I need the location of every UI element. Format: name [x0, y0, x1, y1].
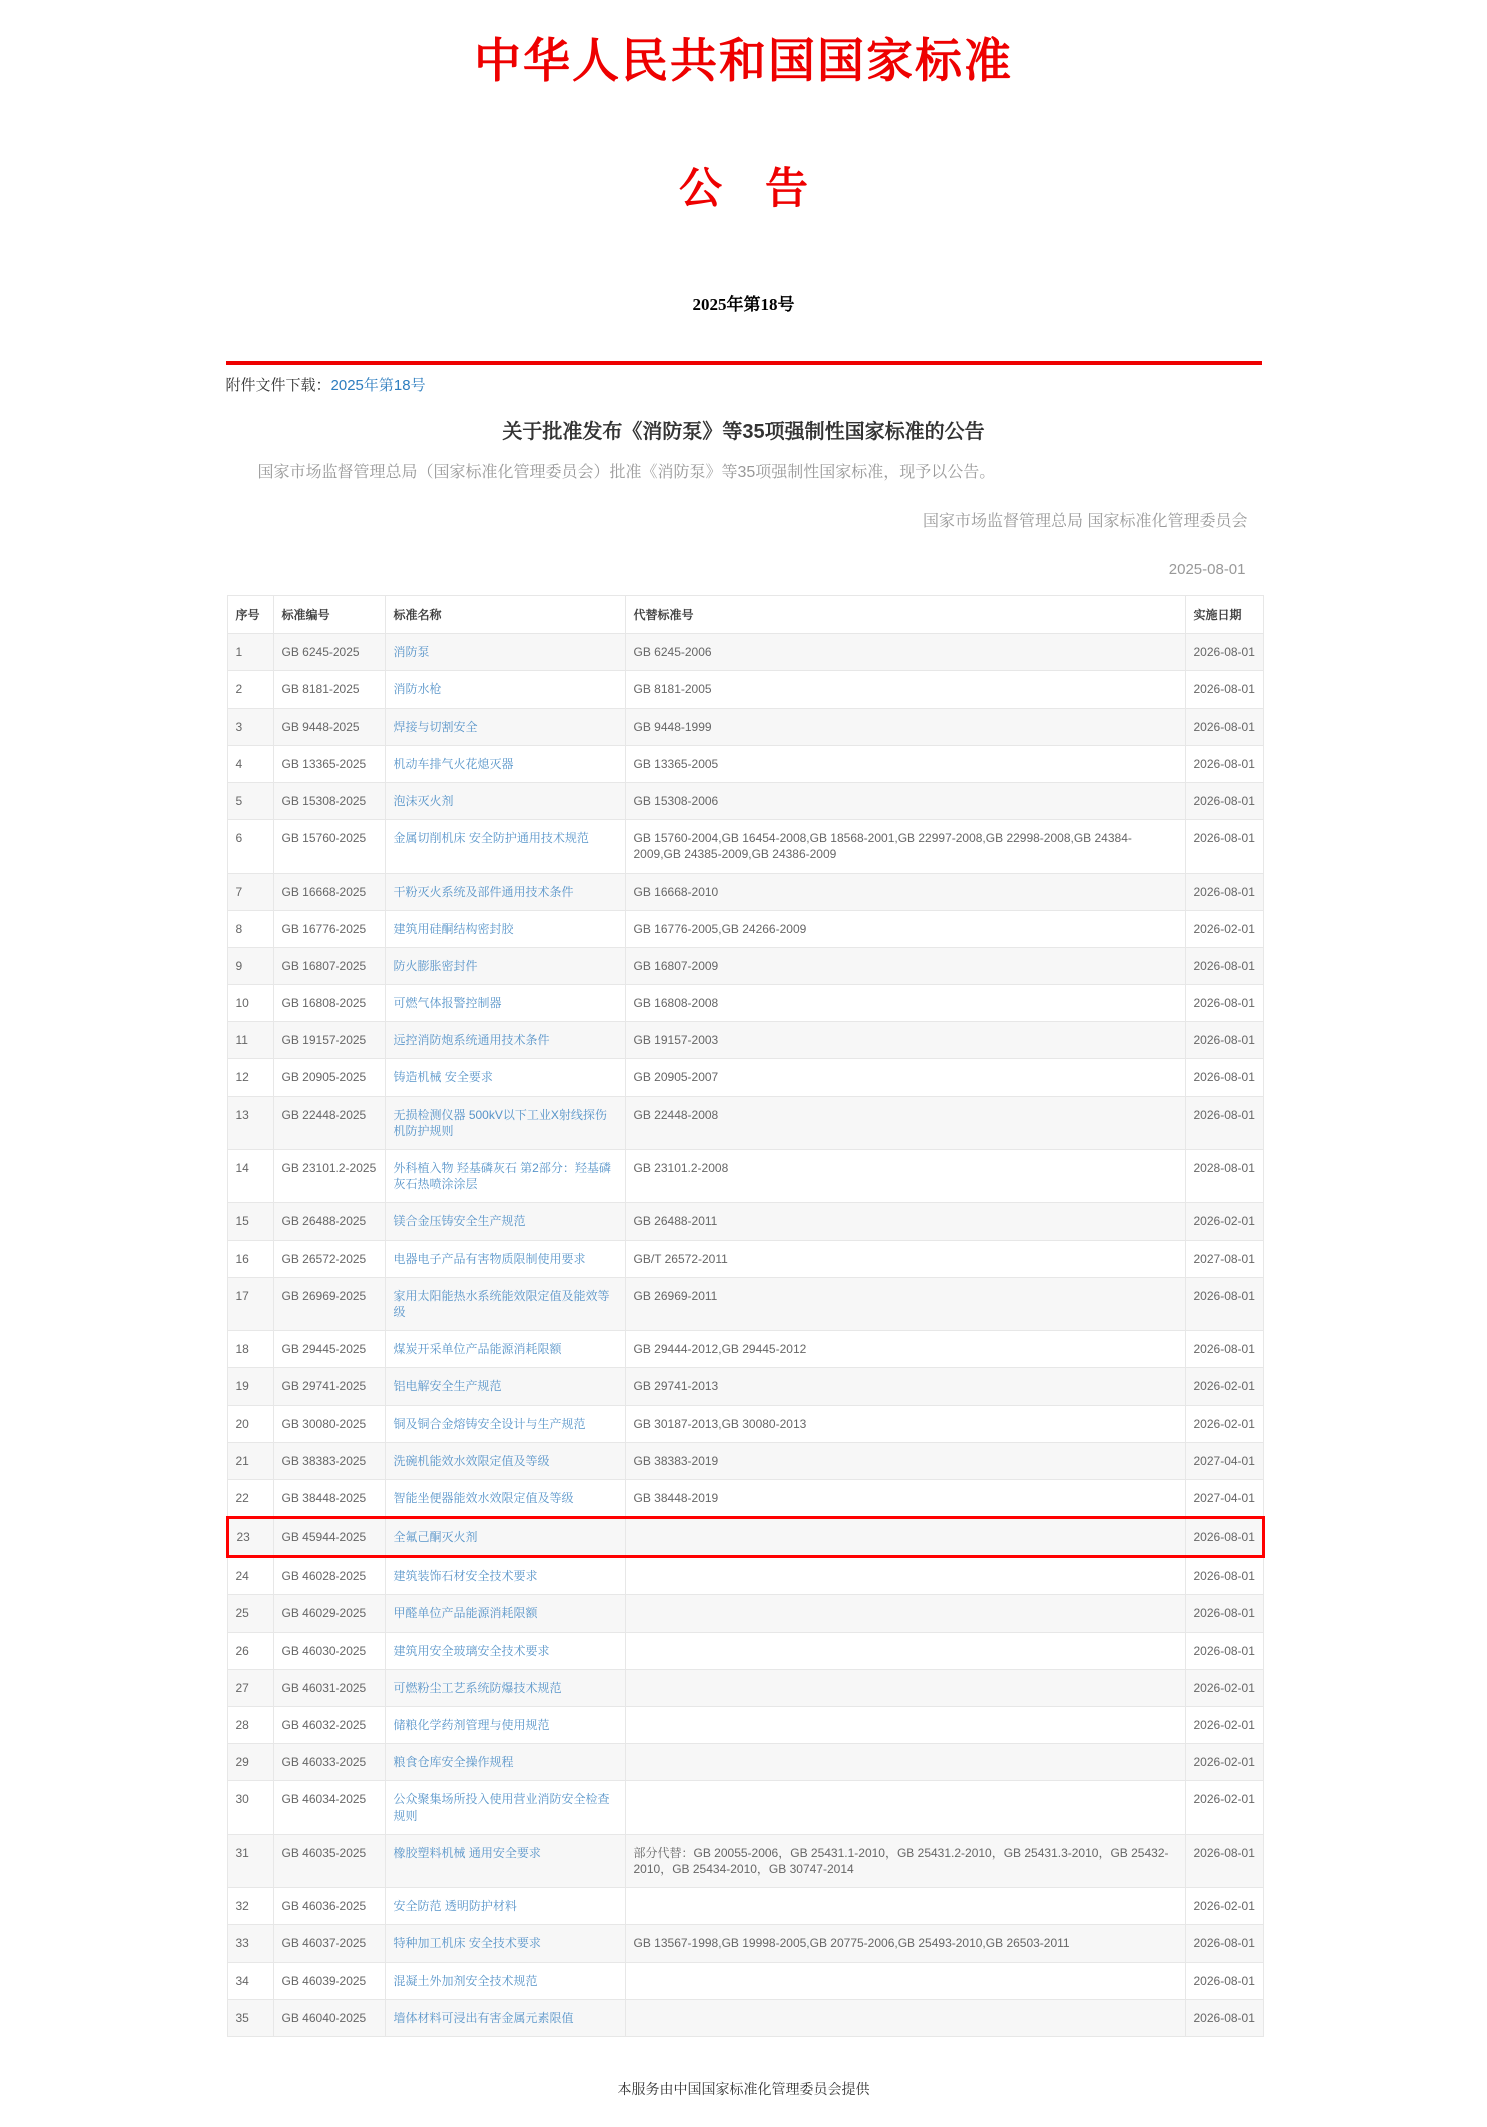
table-row: [227, 634, 1263, 671]
table-row: [227, 708, 1263, 745]
cell-code: GB 29445-2025: [273, 1331, 385, 1368]
cell-name: [385, 1022, 625, 1059]
table-header-row: [227, 596, 1263, 634]
cell-seq: 30: [227, 1781, 273, 1834]
cell-name: [385, 1669, 625, 1706]
standard-name-link[interactable]: 建筑用安全玻璃安全技术要求: [393, 1643, 550, 1658]
cell-date: 2028-08-01: [1185, 1150, 1263, 1203]
cell-date: 2026-08-01: [1185, 1331, 1263, 1368]
cell-name: [385, 1557, 625, 1595]
cell-replaces: GB 26969-2011: [625, 1277, 1185, 1330]
cell-name: [385, 1405, 625, 1442]
table-row: [227, 1707, 1263, 1744]
cell-replaces: GB 9448-1999: [625, 708, 1185, 745]
cell-name: [385, 1744, 625, 1781]
cell-code: GB 46036-2025: [273, 1888, 385, 1925]
standard-name-link[interactable]: 干粉灭火系统及部件通用技术条件: [393, 884, 574, 899]
page-subtitle: 公 告: [679, 166, 808, 213]
standard-name-link[interactable]: 机动车排气火花熄灭器: [393, 756, 514, 771]
cell-code: GB 22448-2025: [273, 1096, 385, 1149]
cell-replaces: [625, 1999, 1185, 2036]
standard-name-link[interactable]: 铜及铜合金熔铸安全设计与生产规范: [393, 1416, 586, 1431]
cell-date: 2026-02-01: [1185, 1781, 1263, 1834]
standard-name-link[interactable]: 特种加工机床 安全技术要求: [393, 1936, 541, 1951]
cell-code: GB 26969-2025: [273, 1277, 385, 1330]
cell-code: GB 15760-2025: [273, 820, 385, 873]
standard-name-link[interactable]: 全氟己酮灭火剂: [393, 1530, 478, 1545]
cell-seq: 25: [227, 1595, 273, 1632]
cell-seq: 1: [227, 634, 273, 671]
table-row: [227, 1096, 1263, 1149]
cell-name: [385, 1368, 625, 1405]
cell-name: [385, 1240, 625, 1277]
cell-date: 2026-08-01: [1185, 671, 1263, 708]
standard-name-link[interactable]: 粮食仓库安全操作规程: [393, 1755, 514, 1770]
standard-name-link[interactable]: 储粮化学药剂管理与使用规范: [393, 1718, 550, 1732]
cell-replaces: [625, 1744, 1185, 1781]
cell-seq: 32: [227, 1888, 273, 1925]
standard-name-link[interactable]: 煤炭开采单位产品能源消耗限额: [393, 1342, 562, 1357]
cell-name: [385, 1999, 625, 2036]
cell-code: GB 46033-2025: [273, 1744, 385, 1781]
cell-replaces: [625, 1888, 1185, 1925]
table-row: [227, 1442, 1263, 1479]
cell-date: 2026-02-01: [1185, 1888, 1263, 1925]
table-row: [227, 1405, 1263, 1442]
cell-date: 2026-08-01: [1185, 1059, 1263, 1096]
cell-name: [385, 1479, 625, 1517]
cell-seq: 17: [227, 1277, 273, 1330]
cell-date: 2026-08-01: [1185, 1595, 1263, 1632]
cell-name: [385, 1707, 625, 1744]
cell-date: 2026-02-01: [1185, 1744, 1263, 1781]
cell-seq: 2: [227, 671, 273, 708]
cell-seq: 14: [227, 1150, 273, 1203]
standard-name-link[interactable]: 远控消防炮系统通用技术条件: [393, 1033, 550, 1048]
cell-date: 2026-08-01: [1185, 1925, 1263, 1962]
cell-name: [385, 1834, 625, 1887]
table-row: [227, 1595, 1263, 1632]
cell-date: 2026-08-01: [1185, 985, 1263, 1022]
page-title: 中华人民共和国国家标准: [474, 36, 1013, 88]
table-row: [227, 1240, 1263, 1277]
standard-name-link[interactable]: 洗碗机能效水效限定值及等级: [393, 1453, 550, 1468]
cell-seq: 15: [227, 1203, 273, 1240]
standard-name-link[interactable]: 墙体材料可浸出有害金属元素限值: [393, 2010, 574, 2025]
cell-replaces: GB 6245-2006: [625, 634, 1185, 671]
header-name: 标准名称: [385, 596, 625, 634]
cell-seq: 8: [227, 910, 273, 947]
cell-seq: 16: [227, 1240, 273, 1277]
cell-name: [385, 1962, 625, 1999]
cell-date: 2026-02-01: [1185, 1405, 1263, 1442]
standard-name-link[interactable]: 消防水枪: [393, 682, 442, 697]
cell-seq: 19: [227, 1368, 273, 1405]
standard-name-link[interactable]: 建筑用硅酮结构密封胶: [393, 921, 514, 936]
cell-seq: 13: [227, 1096, 273, 1149]
signature-line: 国家市场监督管理总局 国家标准化管理委员会: [923, 513, 1248, 531]
cell-code: GB 16776-2025: [273, 910, 385, 947]
standard-name-link[interactable]: 橡胶塑料机械 通用安全要求: [393, 1845, 541, 1860]
standard-name-link[interactable]: 可燃气体报警控制器: [393, 996, 502, 1011]
standard-name-link[interactable]: 电器电子产品有害物质限制使用要求: [393, 1251, 586, 1266]
cell-replaces: GB 23101.2-2008: [625, 1150, 1185, 1203]
cell-name: [385, 1925, 625, 1962]
cell-code: GB 29741-2025: [273, 1368, 385, 1405]
cell-date: 2026-08-01: [1185, 1096, 1263, 1149]
cell-replaces: GB 38383-2019: [625, 1442, 1185, 1479]
cell-seq: 3: [227, 708, 273, 745]
cell-replaces: GB 13365-2005: [625, 745, 1185, 782]
cell-code: GB 46032-2025: [273, 1707, 385, 1744]
cell-name: [385, 947, 625, 984]
cell-name: [385, 671, 625, 708]
announcement-title: 关于批准发布《消防泵》等35项强制性国家标准的公告: [502, 421, 985, 443]
table-row: [227, 1925, 1263, 1962]
cell-name: [385, 1150, 625, 1203]
cell-name: [385, 910, 625, 947]
table-row: [227, 1331, 1263, 1368]
cell-date: 2026-08-01: [1185, 1999, 1263, 2036]
cell-seq: 10: [227, 985, 273, 1022]
standards-table: [226, 595, 1265, 2037]
cell-seq: 11: [227, 1022, 273, 1059]
cell-code: GB 16808-2025: [273, 985, 385, 1022]
table-row: [227, 745, 1263, 782]
standard-name-link[interactable]: 外科植入物 羟基磷灰石 第2部分：羟基磷灰石热喷涂涂层: [393, 1161, 611, 1192]
table-row: [227, 1632, 1263, 1669]
cell-date: 2026-08-01: [1185, 1518, 1263, 1557]
cell-date: 2026-08-01: [1185, 1557, 1263, 1595]
cell-code: GB 26572-2025: [273, 1240, 385, 1277]
cell-code: GB 16807-2025: [273, 947, 385, 984]
header-replaces: 代替标准号: [625, 596, 1185, 634]
table-row: [227, 1888, 1263, 1925]
cell-code: GB 16668-2025: [273, 873, 385, 910]
cell-seq: 7: [227, 873, 273, 910]
cell-name: [385, 1781, 625, 1834]
cell-name: [385, 985, 625, 1022]
cell-date: 2026-08-01: [1185, 708, 1263, 745]
cell-seq: 21: [227, 1442, 273, 1479]
cell-code: GB 9448-2025: [273, 708, 385, 745]
cell-seq: 29: [227, 1744, 273, 1781]
cell-seq: 26: [227, 1632, 273, 1669]
cell-date: 2026-08-01: [1185, 820, 1263, 873]
standards-table-head: [227, 596, 1263, 634]
cell-date: 2026-02-01: [1185, 910, 1263, 947]
cell-name: [385, 1059, 625, 1096]
table-row: [227, 1368, 1263, 1405]
cell-code: GB 8181-2025: [273, 671, 385, 708]
cell-replaces: [625, 1518, 1185, 1557]
table-row: [227, 1669, 1263, 1706]
cell-replaces: GB/T 26572-2011: [625, 1240, 1185, 1277]
standard-name-link[interactable]: 泡沫灭火剂: [393, 793, 454, 808]
header-seq: 序号: [227, 596, 273, 634]
cell-replaces: GB 19157-2003: [625, 1022, 1185, 1059]
cell-code: GB 20905-2025: [273, 1059, 385, 1096]
standard-name-link[interactable]: 混凝土外加剂安全技术规范: [393, 1973, 538, 1988]
cell-date: 2026-08-01: [1185, 873, 1263, 910]
cell-replaces: GB 16808-2008: [625, 985, 1185, 1022]
table-row: [227, 910, 1263, 947]
cell-date: 2026-08-01: [1185, 782, 1263, 819]
cell-replaces: [625, 1557, 1185, 1595]
cell-replaces: GB 15760-2004,GB 16454-2008,GB 18568-2001,GB 22997-2008,GB 22998-2008,GB 24384-2009,GB 24385-2009,GB 24386-2009: [625, 820, 1185, 873]
signature-date: 2025-08-01: [1168, 561, 1246, 579]
cell-code: GB 46028-2025: [273, 1557, 385, 1595]
cell-seq: 23: [227, 1518, 273, 1557]
cell-code: GB 46039-2025: [273, 1962, 385, 1999]
cell-date: 2026-02-01: [1185, 1707, 1263, 1744]
cell-replaces: GB 29444-2012,GB 29445-2012: [625, 1331, 1185, 1368]
table-row: [227, 1962, 1263, 1999]
cell-seq: 5: [227, 782, 273, 819]
cell-code: GB 46030-2025: [273, 1632, 385, 1669]
cell-date: 2026-08-01: [1185, 1632, 1263, 1669]
cell-replaces: GB 38448-2019: [625, 1479, 1185, 1517]
cell-code: GB 46034-2025: [273, 1781, 385, 1834]
attachment-label: 附件文件下载：: [225, 377, 331, 394]
cell-name: [385, 782, 625, 819]
standard-name-link[interactable]: 家用太阳能热水系统能效限定值及能效等级: [393, 1288, 610, 1319]
cell-name: [385, 820, 625, 873]
cell-name: [385, 708, 625, 745]
cell-replaces: [625, 1781, 1185, 1834]
cell-seq: 12: [227, 1059, 273, 1096]
cell-replaces: GB 22448-2008: [625, 1096, 1185, 1149]
cell-code: GB 15308-2025: [273, 782, 385, 819]
cell-date: 2027-04-01: [1185, 1442, 1263, 1479]
standard-name-link[interactable]: 镁合金压铸安全生产规范: [393, 1214, 526, 1229]
table-row: [227, 1744, 1263, 1781]
announcement-body: 国家市场监督管理总局（国家标准化管理委员会）批准《消防泵》等35项强制性国家标准，现予以公告。: [257, 464, 996, 481]
attachment-link[interactable]: 2025年第18号: [330, 377, 426, 394]
standard-name-link[interactable]: 可燃粉尘工艺系统防爆技术规范: [393, 1680, 562, 1695]
cell-date: 2026-02-01: [1185, 1669, 1263, 1706]
cell-code: GB 13365-2025: [273, 745, 385, 782]
cell-name: [385, 873, 625, 910]
header-date: 实施日期: [1185, 596, 1263, 634]
table-row: [227, 1479, 1263, 1517]
cell-name: [385, 1632, 625, 1669]
cell-name: [385, 1442, 625, 1479]
cell-date: 2026-08-01: [1185, 1022, 1263, 1059]
cell-code: GB 26488-2025: [273, 1203, 385, 1240]
standard-name-link[interactable]: 消防泵: [393, 645, 430, 660]
table-row: [227, 782, 1263, 819]
cell-seq: 28: [227, 1707, 273, 1744]
cell-date: 2026-08-01: [1185, 1277, 1263, 1330]
cell-seq: 22: [227, 1479, 273, 1517]
standard-name-link[interactable]: 防火膨胀密封件: [393, 958, 478, 973]
cell-seq: 6: [227, 820, 273, 873]
cell-date: 2027-08-01: [1185, 1240, 1263, 1277]
cell-replaces: GB 8181-2005: [625, 671, 1185, 708]
page-content: [226, 24, 1262, 2099]
standard-name-link[interactable]: 公众聚集场所投入使用营业消防安全检查规则: [393, 1792, 610, 1823]
cell-code: GB 46040-2025: [273, 1999, 385, 2036]
standard-name-link[interactable]: 建筑装饰石材安全技术要求: [393, 1569, 538, 1584]
cell-seq: 27: [227, 1669, 273, 1706]
cell-replaces: GB 16807-2009: [625, 947, 1185, 984]
cell-name: [385, 634, 625, 671]
cell-code: GB 6245-2025: [273, 634, 385, 671]
cell-date: 2026-08-01: [1185, 947, 1263, 984]
cell-replaces: 部分代替：GB 20055-2006，GB 25431.1-2010，GB 25431.2-2010，GB 25431.3-2010，GB 25432-2010，GB 25434-2010，GB 30747-2014: [625, 1834, 1185, 1887]
cell-replaces: [625, 1707, 1185, 1744]
standard-name-link[interactable]: 智能坐便器能效水效限定值及等级: [393, 1490, 574, 1505]
cell-name: [385, 1277, 625, 1330]
cell-seq: 34: [227, 1962, 273, 1999]
cell-name: [385, 1888, 625, 1925]
cell-date: 2026-08-01: [1185, 1834, 1263, 1887]
cell-seq: 9: [227, 947, 273, 984]
header-code: 标准编号: [273, 596, 385, 634]
cell-seq: 31: [227, 1834, 273, 1887]
standard-name-link[interactable]: 甲醛单位产品能源消耗限额: [393, 1606, 538, 1621]
standards-table-body: [227, 634, 1263, 2037]
standard-name-link[interactable]: 安全防范 透明防护材料: [393, 1899, 517, 1914]
cell-date: 2026-02-01: [1185, 1368, 1263, 1405]
standard-name-link[interactable]: 焊接与切割安全: [393, 719, 478, 734]
cell-date: 2026-08-01: [1185, 1962, 1263, 1999]
cell-replaces: GB 30187-2013,GB 30080-2013: [625, 1405, 1185, 1442]
standard-name-link[interactable]: 金属切削机床 安全防护通用技术规范: [393, 831, 589, 846]
cell-code: GB 38383-2025: [273, 1442, 385, 1479]
footer-note: 本服务由中国国家标准化管理委员会提供: [617, 2080, 870, 2097]
table-row: [227, 1059, 1263, 1096]
cell-replaces: [625, 1632, 1185, 1669]
standard-name-link[interactable]: 铸造机械 安全要求: [393, 1070, 493, 1085]
standard-name-link[interactable]: 铝电解安全生产规范: [393, 1379, 502, 1394]
cell-name: [385, 1096, 625, 1149]
cell-seq: 33: [227, 1925, 273, 1962]
cell-code: GB 46035-2025: [273, 1834, 385, 1887]
table-row: [227, 1022, 1263, 1059]
table-row: [227, 1518, 1263, 1557]
cell-replaces: GB 20905-2007: [625, 1059, 1185, 1096]
cell-replaces: GB 15308-2006: [625, 782, 1185, 819]
cell-replaces: GB 16668-2010: [625, 873, 1185, 910]
cell-replaces: GB 29741-2013: [625, 1368, 1185, 1405]
cell-date: 2027-04-01: [1185, 1479, 1263, 1517]
cell-code: GB 46037-2025: [273, 1925, 385, 1962]
cell-name: [385, 1518, 625, 1557]
cell-code: GB 30080-2025: [273, 1405, 385, 1442]
table-row: [227, 820, 1263, 873]
cell-code: GB 38448-2025: [273, 1479, 385, 1517]
standard-name-link[interactable]: 无损检测仪器 500kV以下工业X射线探伤机防护规则: [393, 1107, 607, 1138]
table-row: [227, 873, 1263, 910]
cell-code: GB 46029-2025: [273, 1595, 385, 1632]
issue-number: 2025年第18号: [692, 295, 795, 314]
table-row: [227, 671, 1263, 708]
cell-name: [385, 1203, 625, 1240]
table-row: [227, 947, 1263, 984]
cell-replaces: [625, 1962, 1185, 1999]
cell-date: 2026-08-01: [1185, 634, 1263, 671]
table-row: [227, 985, 1263, 1022]
table-row: [227, 1150, 1263, 1203]
cell-code: GB 23101.2-2025: [273, 1150, 385, 1203]
cell-date: 2026-02-01: [1185, 1203, 1263, 1240]
cell-replaces: [625, 1595, 1185, 1632]
cell-date: 2026-08-01: [1185, 745, 1263, 782]
cell-seq: 24: [227, 1557, 273, 1595]
table-row: [227, 1834, 1263, 1887]
table-row: [227, 1203, 1263, 1240]
table-row: [227, 1781, 1263, 1834]
cell-code: GB 46031-2025: [273, 1669, 385, 1706]
cell-name: [385, 1331, 625, 1368]
cell-seq: 20: [227, 1405, 273, 1442]
table-row: [227, 1557, 1263, 1595]
cell-name: [385, 745, 625, 782]
cell-replaces: GB 26488-2011: [625, 1203, 1185, 1240]
cell-name: [385, 1595, 625, 1632]
table-row: [227, 1999, 1263, 2036]
cell-replaces: GB 13567-1998,GB 19998-2005,GB 20775-2006,GB 25493-2010,GB 26503-2011: [625, 1925, 1185, 1962]
cell-seq: 18: [227, 1331, 273, 1368]
cell-replaces: GB 16776-2005,GB 24266-2009: [625, 910, 1185, 947]
table-row: [227, 1277, 1263, 1330]
cell-code: GB 45944-2025: [273, 1518, 385, 1557]
cell-seq: 4: [227, 745, 273, 782]
cell-seq: 35: [227, 1999, 273, 2036]
attachment-row: [226, 365, 1262, 395]
cell-code: GB 19157-2025: [273, 1022, 385, 1059]
cell-replaces: [625, 1669, 1185, 1706]
